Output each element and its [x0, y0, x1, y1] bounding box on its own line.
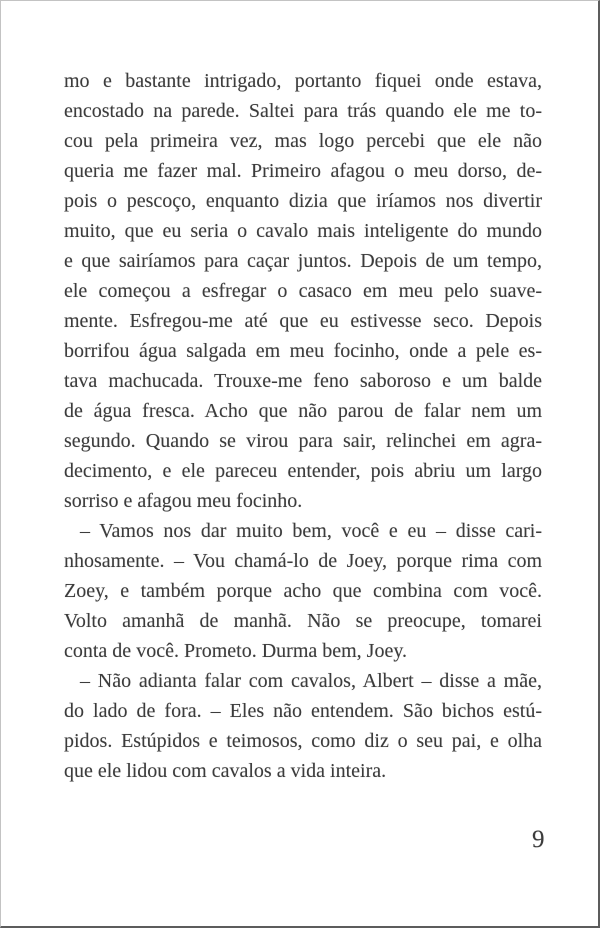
text-line: mo e bastante intrigado, portanto fiquei onde estava,	[64, 70, 542, 92]
text-line: – Não adianta falar com cavalos, Albert – disse a mãe,	[80, 670, 542, 692]
text-line: Volto amanhã de manhã. Não se preocupe, tomarei	[64, 610, 542, 632]
text-line: de água fresca. Acho que não parou de falar nem um	[64, 400, 542, 422]
text-line: mente. Esfregou-me até que eu estivesse seco. Depois	[64, 310, 542, 332]
text-line: ele começou a esfregar o casaco em meu pelo suave-	[64, 280, 542, 302]
text-line: do lado de fora. – Eles não entendem. São bichos estú-	[64, 700, 542, 722]
page-text	[64, 66, 542, 786]
text-line: – Vamos nos dar muito bem, você e eu – disse cari-	[80, 520, 542, 542]
text-line: sorriso e afagou meu focinho.	[64, 490, 303, 512]
text-line: queria me fazer mal. Primeiro afagou o meu dorso, de-	[64, 160, 542, 182]
text-line: cou pela primeira vez, mas logo percebi que ele não	[64, 130, 542, 152]
text-line: segundo. Quando se virou para sair, relinchei em agra-	[64, 430, 542, 452]
page-number: 9	[532, 826, 545, 853]
text-line: tava machucada. Trouxe-me feno saboroso e um balde	[64, 370, 542, 392]
text-line: pois o pescoço, enquanto dizia que iríamos nos divertir	[64, 190, 542, 212]
text-line: borrifou água salgada em meu focinho, onde a pele es-	[64, 340, 542, 362]
text-line: que ele lidou com cavalos a vida inteira.	[64, 760, 387, 782]
text-line: conta de você. Prometo. Durma bem, Joey.	[64, 640, 408, 662]
text-line: e que sairíamos para caçar juntos. Depois de um tempo,	[64, 250, 542, 272]
text-line: nhosamente. – Vou chamá-lo de Joey, porque rima com	[64, 550, 542, 572]
text-line: Zoey, e também porque acho que combina com você.	[64, 580, 542, 602]
text-line: muito, que eu seria o cavalo mais inteligente do mundo	[64, 220, 542, 242]
text-line: pidos. Estúpidos e teimosos, como diz o seu pai, e olha	[64, 730, 542, 752]
text-line: decimento, e ele pareceu entender, pois abriu um largo	[64, 460, 542, 482]
text-line: encostado na parede. Saltei para trás quando ele me to-	[64, 100, 542, 122]
